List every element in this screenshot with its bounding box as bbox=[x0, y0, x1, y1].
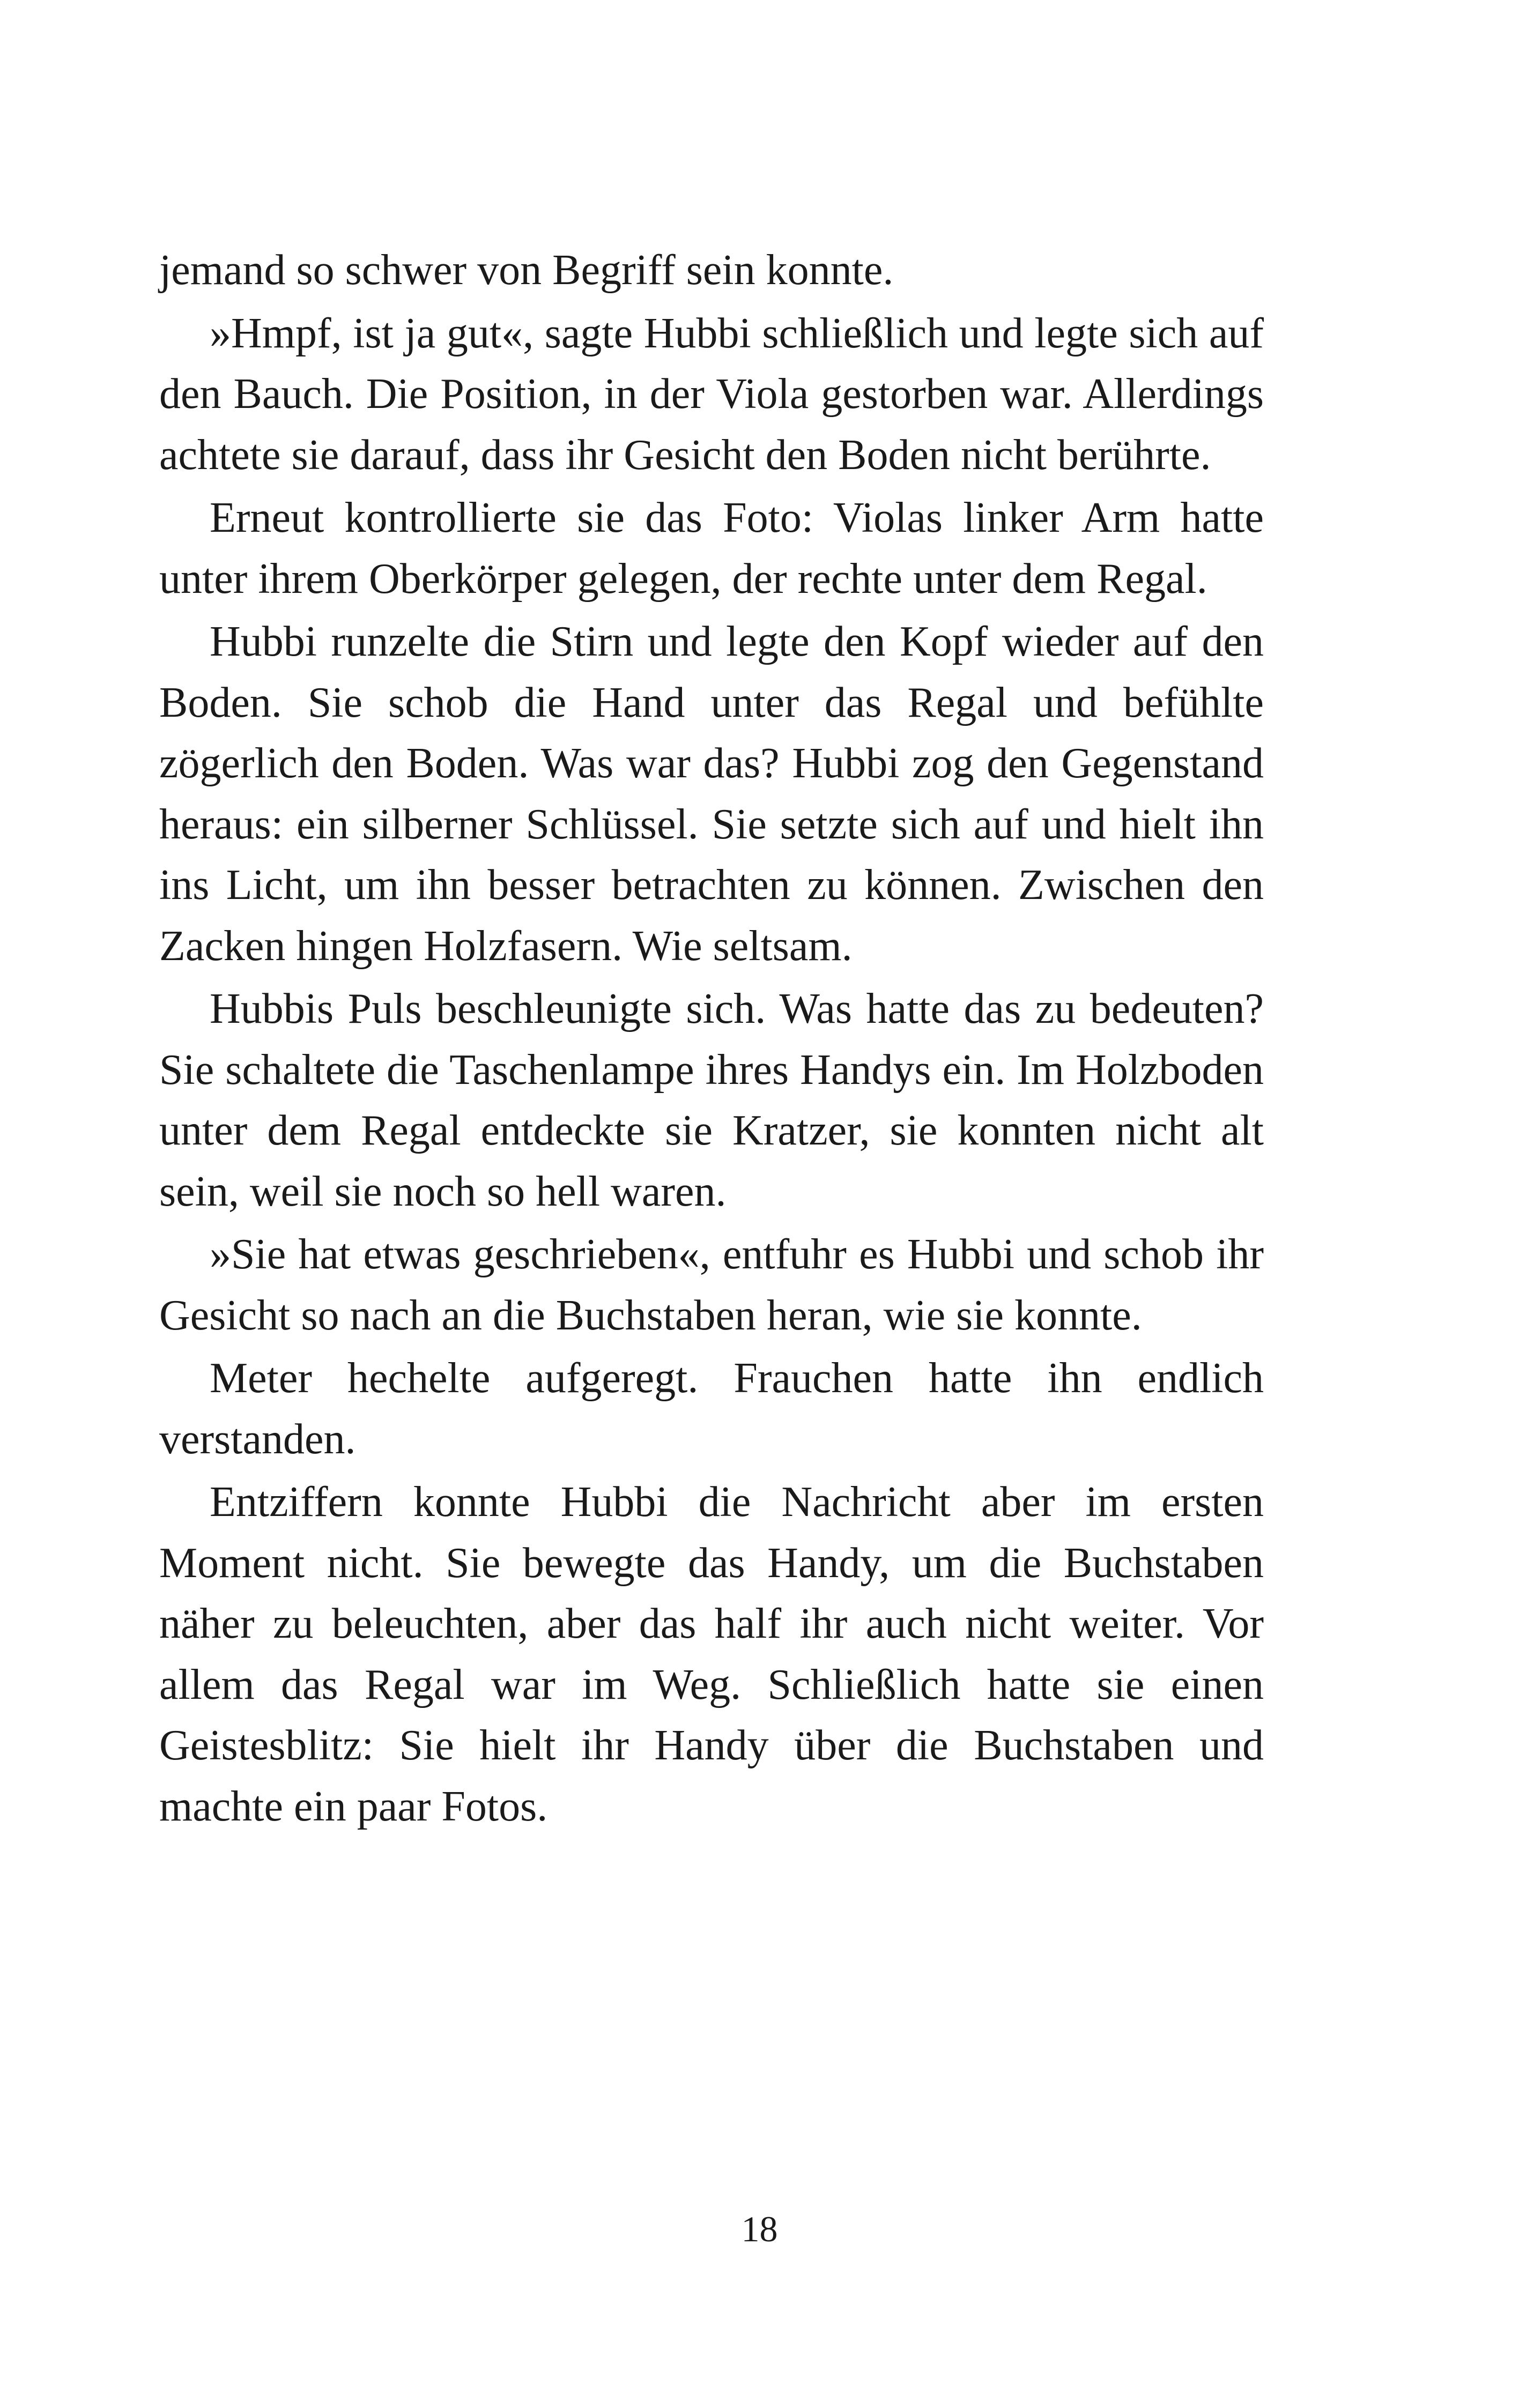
page-number: 18 bbox=[741, 2209, 778, 2249]
paragraph: Hubbi runzelte die Stirn und legte den Kopf wieder auf den Boden. Sie schob die Hand unter das Regal und befühlte zögerlich den Boden. Was war das? Hubbi zog den Gegenstand heraus: ein silberner Schlüssel. Sie setzte sich auf und hielt ihn ins Licht, um ihn besser betrachten zu können. Zwischen den Zacken hingen Holzfasern. Wie seltsam. bbox=[159, 618, 1264, 970]
paragraph: Erneut kontrollierte sie das Foto: Violas linker Arm hatte unter ihrem Oberkörper gelegen, der rechte unter dem Regal. bbox=[159, 494, 1264, 603]
paragraph: Hubbis Puls beschleunigte sich. Was hatte das zu bedeuten? Sie schaltete die Taschenlampe ihres Handys ein. Im Holzboden unter dem Regal entdeckte sie Kratzer, sie konnten nicht alt sein, weil sie noch so hell waren. bbox=[159, 985, 1264, 1215]
paragraph: Meter hechelte aufgeregt. Frauchen hatte ihn endlich verstanden. bbox=[159, 1355, 1264, 1463]
paragraph: Entziffern konnte Hubbi die Nachricht aber im ersten Moment nicht. Sie bewegte das Handy, um die Buchstaben näher zu beleuchten, aber das half ihr auch nicht weiter. Vor allem das Regal war im Weg. Schließlich hatte sie einen Geistesblitz: Sie hielt ihr Handy über die Buchstaben und machte ein paar Fotos. bbox=[159, 1478, 1264, 1830]
paragraph: »Sie hat etwas geschrieben«, entfuhr es Hubbi und schob ihr Gesicht so nach an die Buchstaben heran, wie sie konnte. bbox=[159, 1231, 1264, 1339]
paragraph: jemand so schwer von Begriff sein konnte. bbox=[159, 247, 894, 294]
body-text bbox=[159, 240, 1264, 1839]
paragraph: »Hmpf, ist ja gut«, sagte Hubbi schließlich und legte sich auf den Bauch. Die Position, in der Viola gestorben war. Allerdings achtete sie darauf, dass ihr Gesicht den Boden nicht berührte. bbox=[159, 309, 1264, 479]
